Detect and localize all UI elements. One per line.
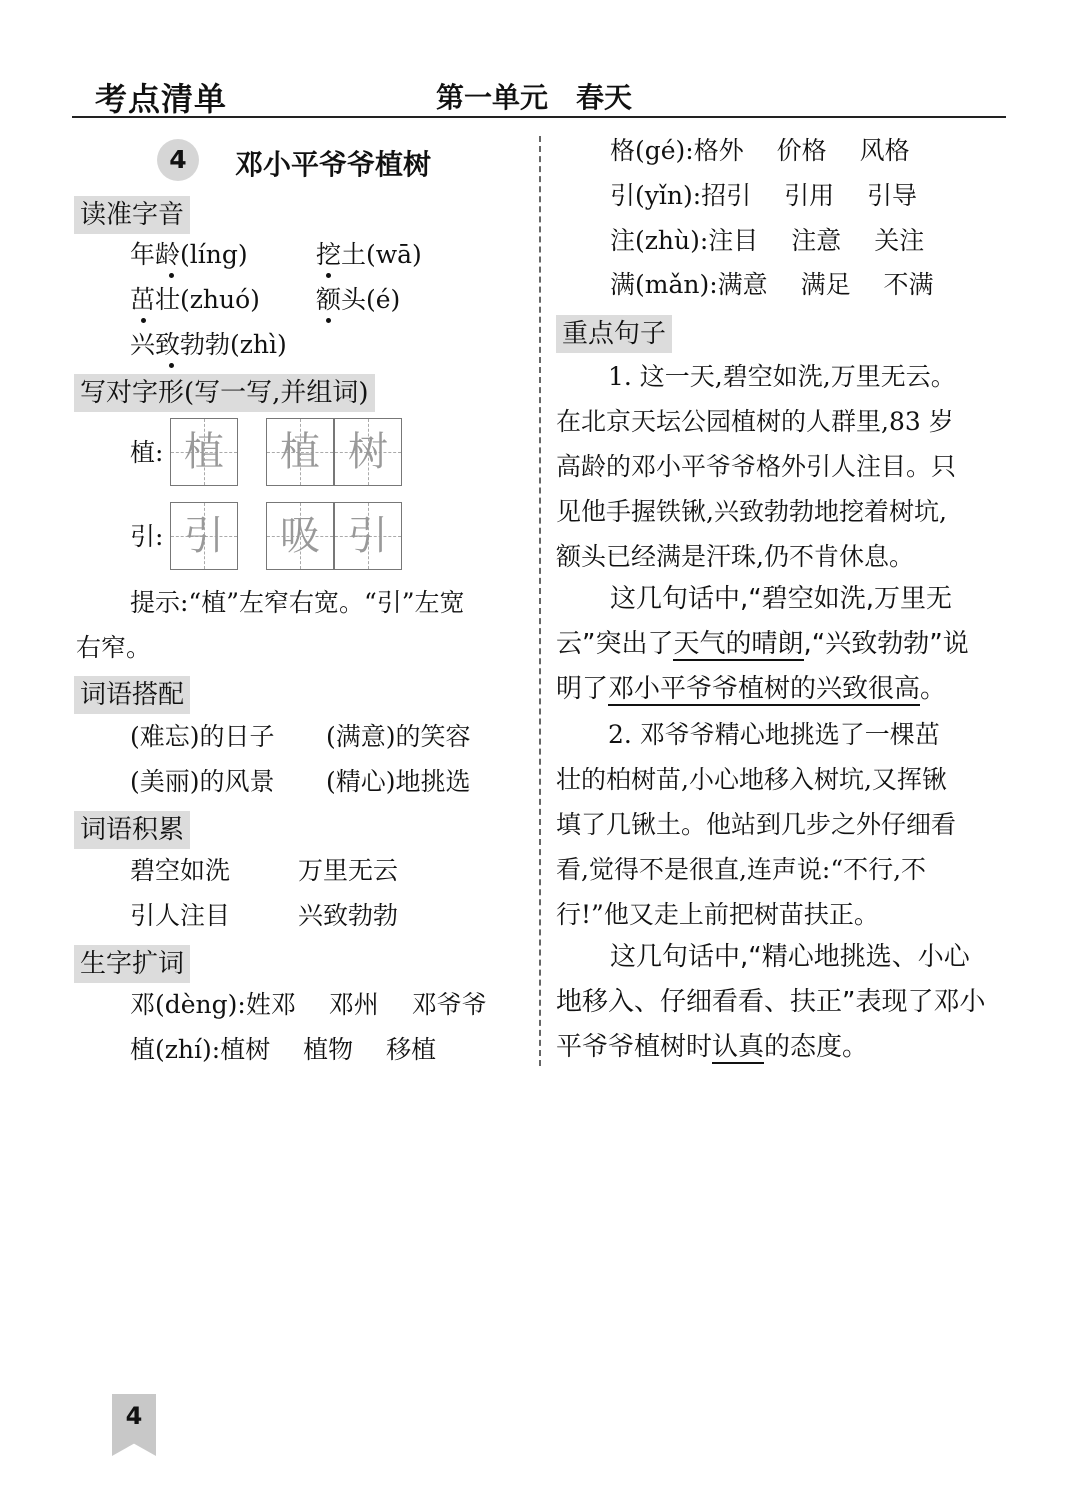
analysis-line: 地移入、仔细看看、扶正”表现了邓小 [556, 987, 986, 1017]
expand-line: 邓(dèng):姓邓 邓州 邓爷爷 [130, 990, 487, 1019]
pronounce-item: 挖土(wā) [316, 240, 422, 269]
writing-grid-cell: 引 [170, 502, 238, 570]
lesson-title: 邓小平爷爷植树 [235, 148, 432, 181]
writing-grid-cell: 引 [334, 502, 402, 570]
key-sentence-2 [556, 712, 1008, 937]
writing-grid-cell: 植 [266, 418, 334, 486]
emphasis-dot [169, 363, 174, 368]
analysis-line: 平爷爷植树时认真的态度。 [556, 1032, 869, 1062]
pronounce-item: 年龄(líng) [130, 240, 248, 269]
write-hint: 右窄。 [76, 633, 152, 662]
header-rule [72, 116, 1006, 118]
answer-underline: 天气的晴朗 [673, 629, 804, 659]
match-item: (难忘)的日子 [130, 722, 275, 751]
writing-grid-cell: 吸 [266, 502, 334, 570]
sentence-line: 额头已经满是汗珠,仍不肯休息。 [556, 542, 914, 571]
expand-line: 注(zhù):注目 注意 关注 [610, 226, 925, 255]
sentence-line: 2. 邓爷爷精心地挑选了一棵茁 [608, 720, 940, 749]
section-title-expand: 生字扩词 [74, 945, 190, 983]
column-divider [539, 136, 541, 1066]
emphasis-dot [326, 273, 331, 278]
pronounce-item: 茁壮(zhuó) [130, 285, 260, 314]
pronounce-item: 额头(é) [316, 285, 401, 314]
analysis-line: 明了邓小平爷爷植树的兴致很高。 [556, 674, 947, 704]
section-title-accum: 词语积累 [74, 811, 190, 849]
section-title-write: 写对字形(写一写,并组词) [74, 374, 375, 412]
analysis-line: 这几句话中,“精心地挑选、小心 [610, 942, 970, 972]
writing-grid-cell: 植 [170, 418, 238, 486]
match-item: (满意)的笑容 [326, 722, 471, 751]
analysis-1 [556, 577, 1008, 712]
writing-grid-cell: 树 [334, 418, 402, 486]
page-number: 4 [125, 1402, 143, 1430]
header-unit-title: 第一单元 春天 [436, 81, 633, 114]
expand-line: 引(yǐn):招引 引用 引导 [610, 181, 918, 210]
accum-item: 引人注目 [130, 901, 231, 930]
lesson-number-badge: 4 [157, 139, 199, 181]
sentence-line: 高龄的邓小平爷爷格外引人注目。只 [556, 452, 957, 481]
section-title-pronounce: 读准字音 [74, 196, 190, 234]
key-sentence-1 [556, 354, 1008, 579]
accum-item: 碧空如洗 [130, 856, 231, 885]
sentence-line: 1. 这一天,碧空如洗,万里无云。 [608, 362, 956, 391]
expand-line: 格(gé):格外 价格 风格 [610, 136, 910, 165]
answer-underline: 认真 [712, 1032, 765, 1062]
emphasis-dot [326, 318, 331, 323]
answer-underline: 邓小平爷爷植树的兴致很高 [608, 674, 921, 704]
sentence-line: 填了几锹土。他站到几步之外仔细看 [556, 810, 957, 839]
expand-line: 满(mǎn):满意 满足 不满 [610, 270, 934, 299]
header-section-label: 考点清单 [95, 80, 228, 118]
accum-item: 万里无云 [298, 856, 399, 885]
analysis-2 [556, 935, 1008, 1070]
sentence-line: 壮的柏树苗,小心地移入树坑,又挥锹 [556, 765, 947, 794]
emphasis-dot [141, 318, 146, 323]
analysis-line: 这几句话中,“碧空如洗,万里无 [610, 584, 952, 614]
write-label: 引: [130, 522, 164, 551]
write-hint: 提示:“植”左窄右宽。“引”左宽 [130, 588, 465, 617]
emphasis-dot [169, 273, 174, 278]
match-item: (美丽)的风景 [130, 767, 275, 796]
sentence-line: 看,觉得不是很直,连声说:“不行,不 [556, 855, 927, 884]
sentence-line: 行!”他又走上前把树苗扶正。 [556, 900, 879, 929]
analysis-line: 云”突出了天气的晴朗,“兴致勃勃”说 [556, 629, 969, 659]
pronounce-item: 兴致勃勃(zhì) [130, 330, 287, 359]
expand-line: 植(zhí):植树 植物 移植 [130, 1035, 437, 1064]
match-item: (精心)地挑选 [326, 767, 471, 796]
sentence-line: 在北京天坛公园植树的人群里,83 岁 [556, 407, 954, 436]
accum-item: 兴致勃勃 [298, 901, 399, 930]
write-label: 植: [130, 438, 164, 467]
section-title-sentences: 重点句子 [556, 315, 672, 353]
sentence-line: 见他手握铁锹,兴致勃勃地挖着树坑, [556, 497, 947, 526]
section-title-match: 词语搭配 [74, 676, 190, 714]
